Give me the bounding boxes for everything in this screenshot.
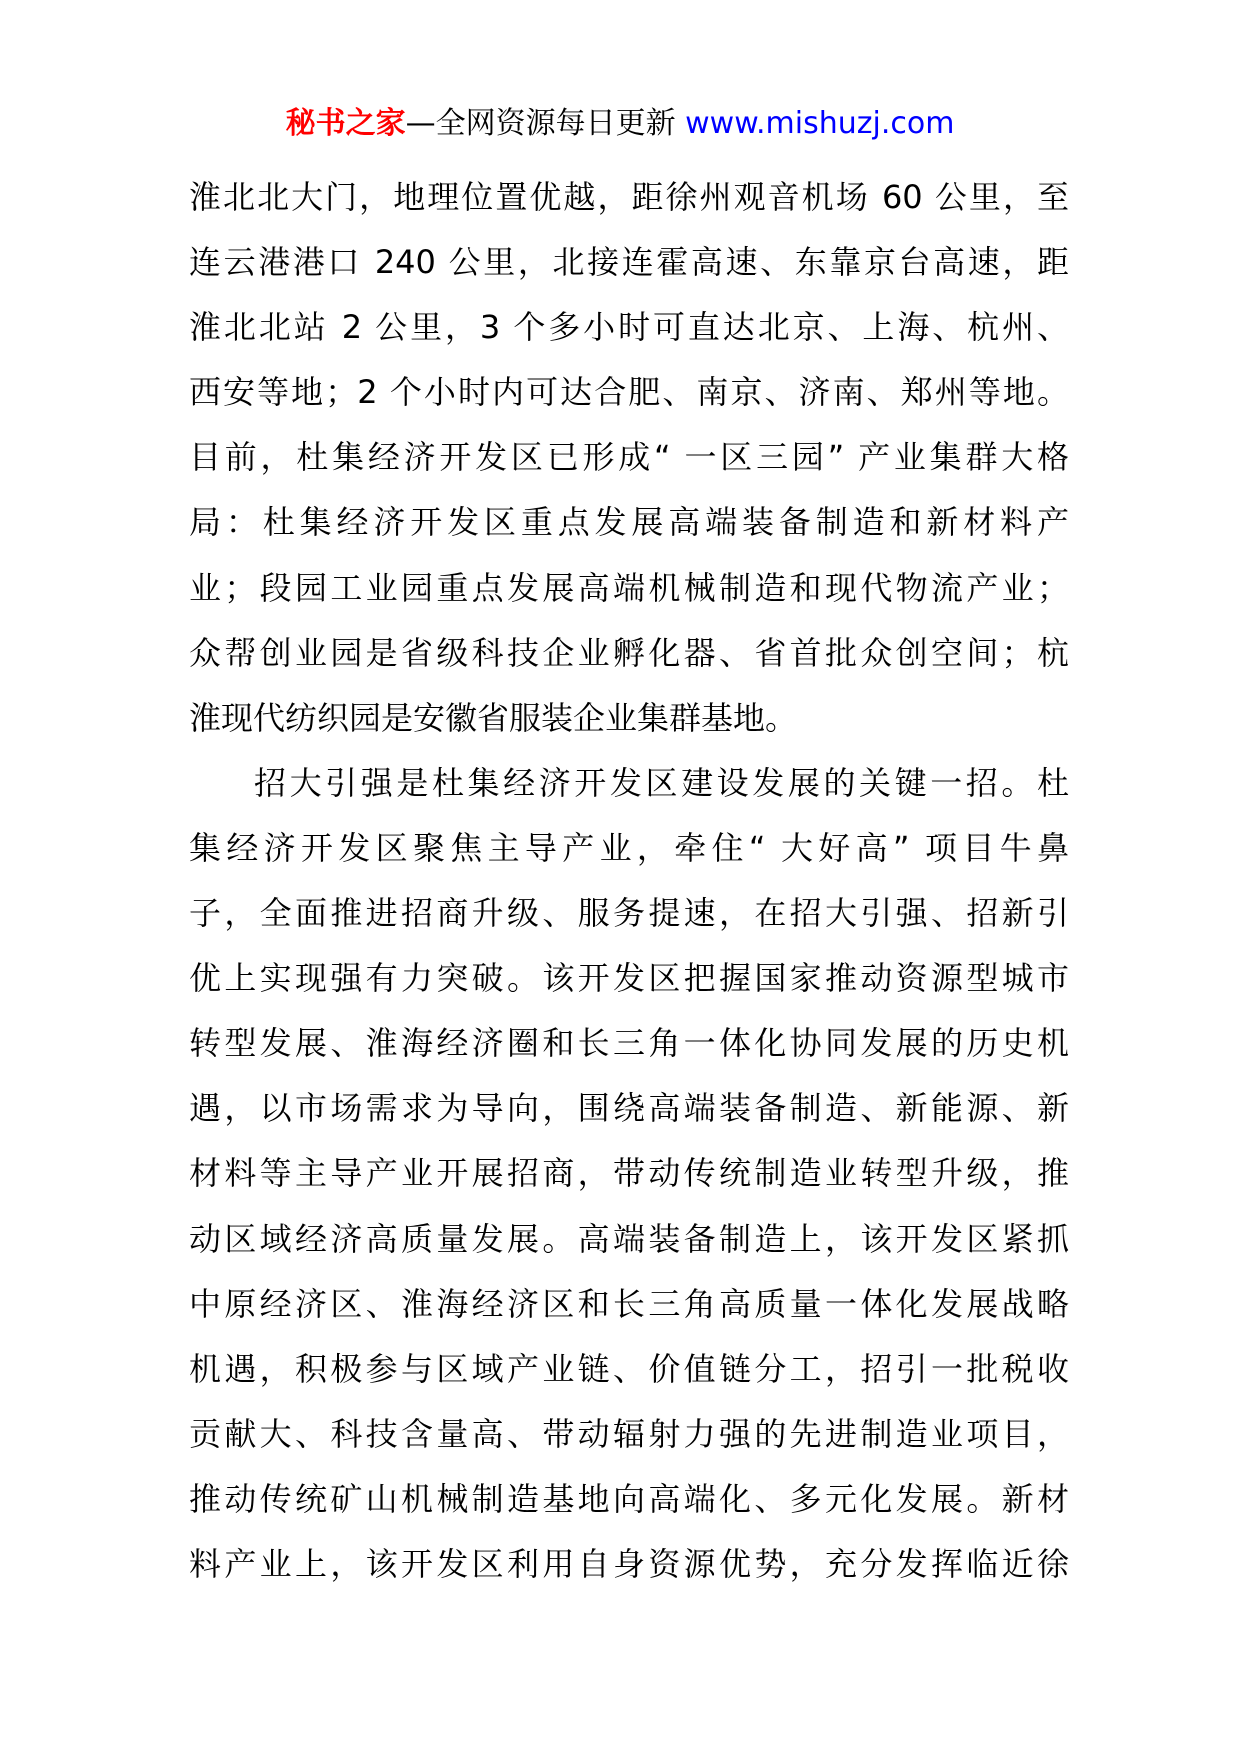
text-line: 推动传统矿山机械制造基地向高端化、多元化发展。新材	[189, 1479, 1069, 1518]
site-url-link[interactable]: www.mishuzj.com	[685, 106, 955, 141]
text-line: 优上实现强有力突破。该开发区把握国家推动资源型城市	[189, 959, 1069, 998]
text-line: 目前，杜集经济开发区已形成“ 一区三园” 产业集群大格	[189, 438, 1069, 477]
text-line: 连云港港口 240 公里，北接连霍高速、东靠京台高速，距	[189, 243, 1069, 282]
text-line: 机遇，积极参与区域产业链、价值链分工，招引一批税收	[189, 1349, 1069, 1388]
text-line: 遇，以市场需求为导向，围绕高端装备制造、新能源、新	[189, 1089, 1069, 1128]
text-line: 招大引强是杜集经济开发区建设发展的关键一招。杜	[254, 763, 1069, 802]
text-line: 西安等地；2 个小时内可达合肥、南京、济南、郑州等地。	[189, 373, 1069, 412]
text-line: 淮北北大门，地理位置优越，距徐州观音机场 60 公里，至	[189, 178, 1069, 216]
text-line: 贡献大、科技含量高、带动辐射力强的先进制造业项目，	[189, 1414, 1069, 1453]
text-line: 局：杜集经济开发区重点发展高端装备制造和新材料产	[189, 503, 1069, 542]
text-line: 中原经济区、淮海经济区和长三角高质量一体化发展战略	[189, 1284, 1069, 1323]
text-line: 淮现代纺织园是安徽省服装企业集群基地。	[189, 698, 798, 737]
text-line: 材料等主导产业开展招商，带动传统制造业转型升级，推	[189, 1154, 1069, 1193]
text-line: 转型发展、淮海经济圈和长三角一体化协同发展的历史机	[189, 1024, 1069, 1063]
site-brand: 秘书之家	[285, 106, 406, 141]
text-line: 集经济开发区聚焦主导产业，牵住“ 大好高” 项目牛鼻	[189, 828, 1069, 867]
text-line: 动区域经济高质量发展。高端装备制造上，该开发区紧抓	[189, 1219, 1069, 1258]
text-line: 淮北北站 2 公里，3 个多小时可直达北京、上海、杭州、	[189, 308, 1069, 347]
article-body	[189, 165, 1069, 1597]
site-header	[0, 104, 1240, 144]
text-line: 子，全面推进招商升级、服务提速，在招大引强、招新引	[189, 894, 1069, 933]
text-line: 业；段园工业园重点发展高端机械制造和现代物流产业；	[189, 568, 1069, 607]
text-line: 料产业上，该开发区利用自身资源优势，充分发挥临近徐	[189, 1544, 1069, 1583]
text-line: 众帮创业园是省级科技企业孵化器、省首批众创空间；杭	[189, 633, 1069, 672]
site-tagline: —全网资源每日更新	[405, 106, 686, 141]
